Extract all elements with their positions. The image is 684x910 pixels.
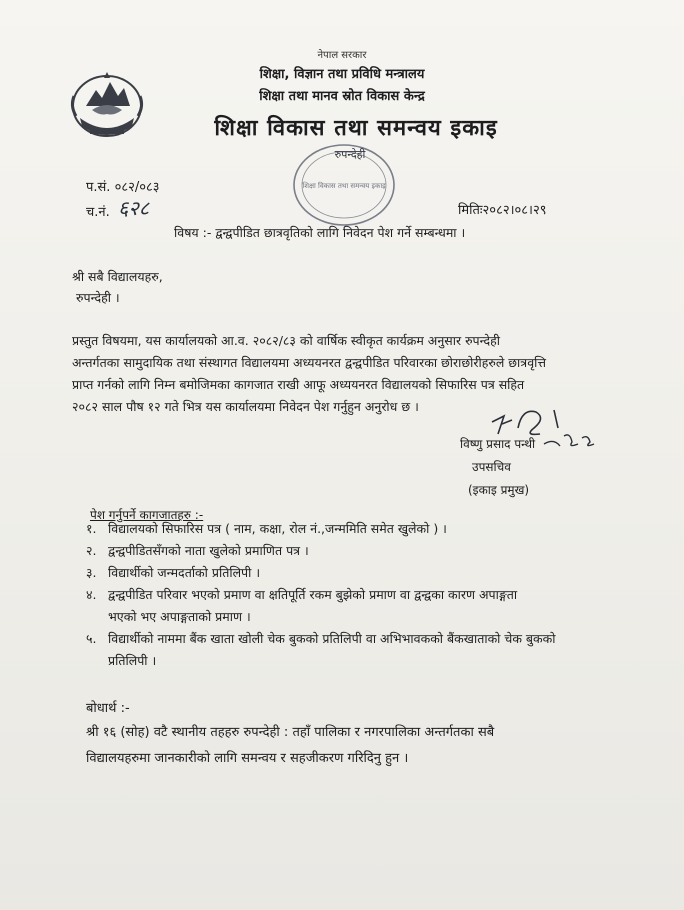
- bodhartha-line: विद्यालयहरुमा जानकारीको लागि समन्वय र सहजीकरण गरिदिनु हुन ।: [86, 751, 409, 766]
- list-item: ४. द्वन्द्वपीडित परिवार भएको प्रमाण वा क्षतिपूर्ति रकम बुझेको प्रमाण वा द्वन्द्वका कारण अपाङ्गता भएको भए अपाङ्गताको प्रमाण ।: [86, 587, 518, 624]
- patra-sankhya: प.सं. ०८२/०८३: [86, 180, 160, 195]
- stamp-text: शिक्षा विकास तथा समन्वय इकाइ: [302, 182, 386, 190]
- stamp-location: रुपन्देही: [334, 148, 366, 161]
- addressee-line-1: श्री सबै विद्यालयहरु,: [72, 269, 163, 284]
- bodhartha-line: श्री १६ (सोह) वटै स्थानीय तहहरु रुपन्देही : तहाँ पालिका र नगरपालिका अन्तर्गतका सबै: [86, 725, 495, 740]
- documents-list: [86, 518, 616, 672]
- government-name: नेपाल सरकार: [317, 50, 367, 61]
- body-line: प्राप्त गर्नको लागि निम्न बमोजिमका कागजात राखी आफू अध्ययनरत विद्यालयको सिफारिस पत्र सहित: [72, 377, 525, 392]
- list-item: १. विद्यालयको सिफारिस पत्र ( नाम, कक्षा, रोल नं.,जन्ममिति समेत खुलेको ) ।: [86, 521, 447, 536]
- ministry-name: शिक्षा, विज्ञान तथा प्रविधि मन्त्रालय: [259, 67, 425, 82]
- addressee-line-2: रुपन्देही ।: [76, 290, 120, 305]
- office-stamp: [288, 140, 400, 230]
- body-line: प्रस्तुत विषयमा, यस कार्यालयको आ.व. २०८२/८३ को वार्षिक स्वीकृत कार्यक्रम अनुसार रुपन्देही: [72, 333, 501, 348]
- unit-name: शिक्षा विकास तथा समन्वय इकाइ: [214, 116, 498, 141]
- signatory-title: उपसचिव: [472, 460, 511, 474]
- subject-line: विषय :- द्वन्द्वपीडित छात्रवृतिको लागि निवेदन पेश गर्ने सम्बन्धमा ।: [174, 225, 466, 240]
- signatory-name: विष्णु प्रसाद पन्थी: [460, 437, 536, 451]
- body-line: अन्तर्गतका सामुदायिक तथा संस्थागत विद्यालयमा अध्ययनरत द्वन्द्वपीडित परिवारका छोराछोरीहरुले छात्रवृत्ति: [72, 355, 547, 370]
- list-item: २. द्वन्द्वपीडितसँगको नाता खुलेको प्रमाणित पत्र ।: [86, 543, 309, 558]
- chalani-number-handwritten: ६२८: [118, 196, 150, 220]
- list-item: ५. विद्यार्थीको नाममा बैंक खाता खोली चेक बुकको प्रतिलिपी वा अभिभावकको बैंकखाताको चेक बुकको प्रतिलिपी ।: [86, 631, 556, 668]
- letter-date: मितिः२०८२।०८।२९: [458, 203, 547, 218]
- body-line: २०८२ साल पौष १२ गते भित्र यस कार्यालयमा निवेदन पेश गर्नुहुन अनुरोध छ ।: [72, 399, 419, 414]
- bodhartha-heading: बोधार्थ :-: [86, 701, 130, 716]
- center-name: शिक्षा तथा मानव स्रोत विकास केन्द्र: [259, 89, 425, 104]
- documents-heading: पेश गर्नुपर्ने कागजातहरु :-: [90, 508, 204, 522]
- chalani-label: च.नं.: [86, 205, 110, 220]
- bodhartha-body: [86, 720, 616, 772]
- list-item: ३. विद्यार्थीको जन्मदर्ताको प्रतिलिपी ।: [86, 565, 261, 580]
- signatory-unit: (इकाइ प्रमुख): [468, 483, 530, 497]
